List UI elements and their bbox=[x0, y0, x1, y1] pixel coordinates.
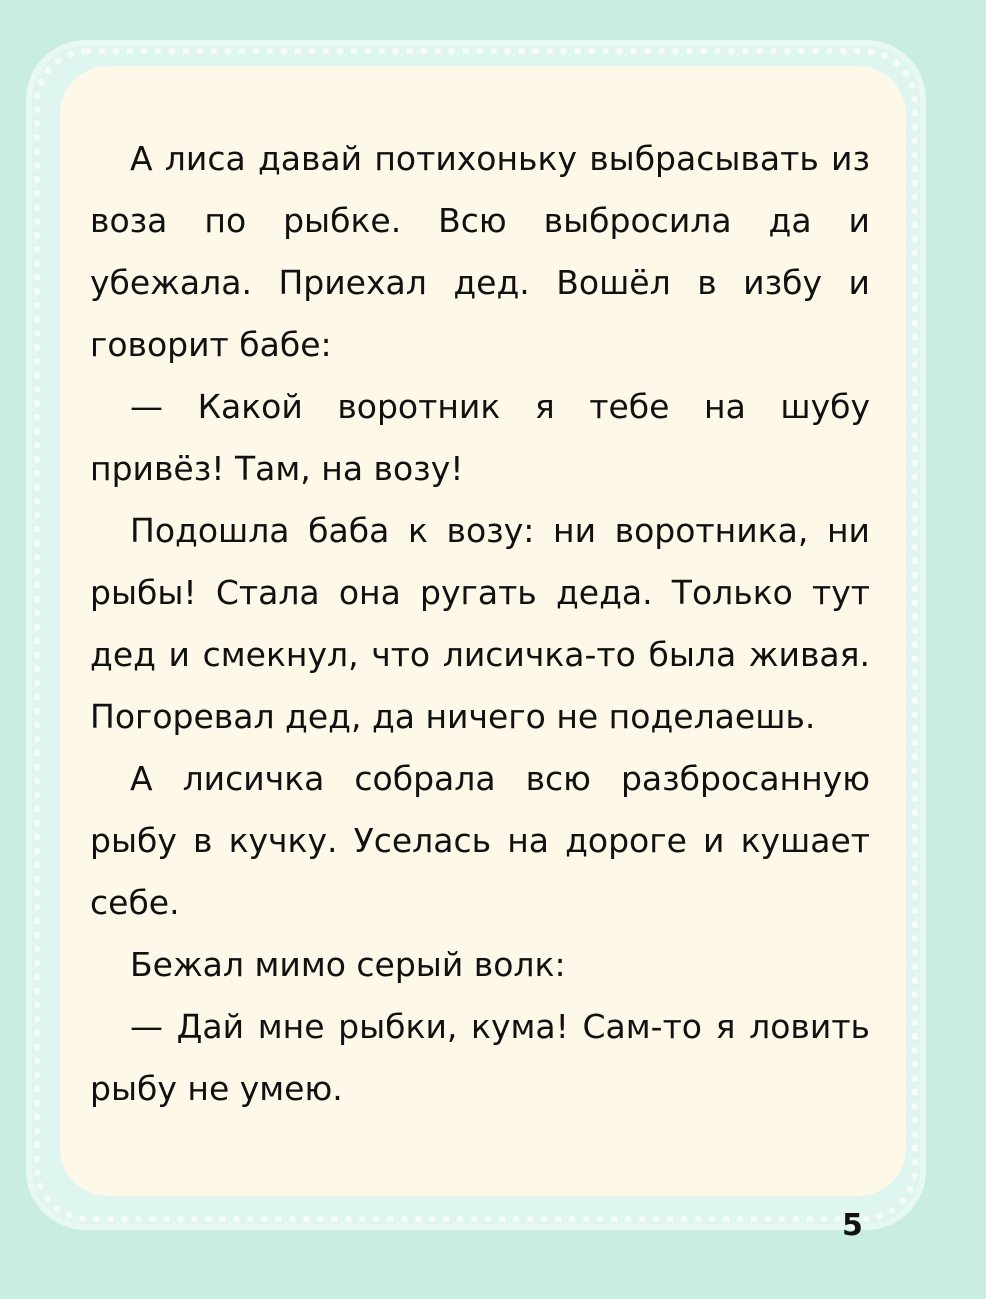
paragraph-6: — Дай мне рыбки, кума! Сам-то я ловить рыбу не умею. bbox=[90, 1007, 870, 1108]
story-text bbox=[90, 128, 870, 1120]
paragraph-2: — Какой воротник я тебе на шубу привёз! Там, на возу! bbox=[90, 387, 870, 488]
paragraph-5: Бежал мимо серый волк: bbox=[130, 945, 566, 984]
paragraph-3: Подошла баба к возу: ни воротника, ни рыбы! Стала она ругать деда. Только тут дед и смекнул, что лисичка-то была живая. Погоревал дед, да ничего не поделаешь. bbox=[90, 511, 870, 736]
paragraph-1: А лиса давай потихоньку выбрасывать из воза по рыбке. Всю выбросила да и убежала. Приехал дед. Вошёл в избу и говорит бабе: bbox=[90, 139, 870, 364]
paragraph-4: А лисичка собрала всю разбросанную рыбу в кучку. Уселась на дороге и кушает себе. bbox=[90, 759, 870, 922]
page-number: 5 bbox=[842, 1208, 863, 1243]
